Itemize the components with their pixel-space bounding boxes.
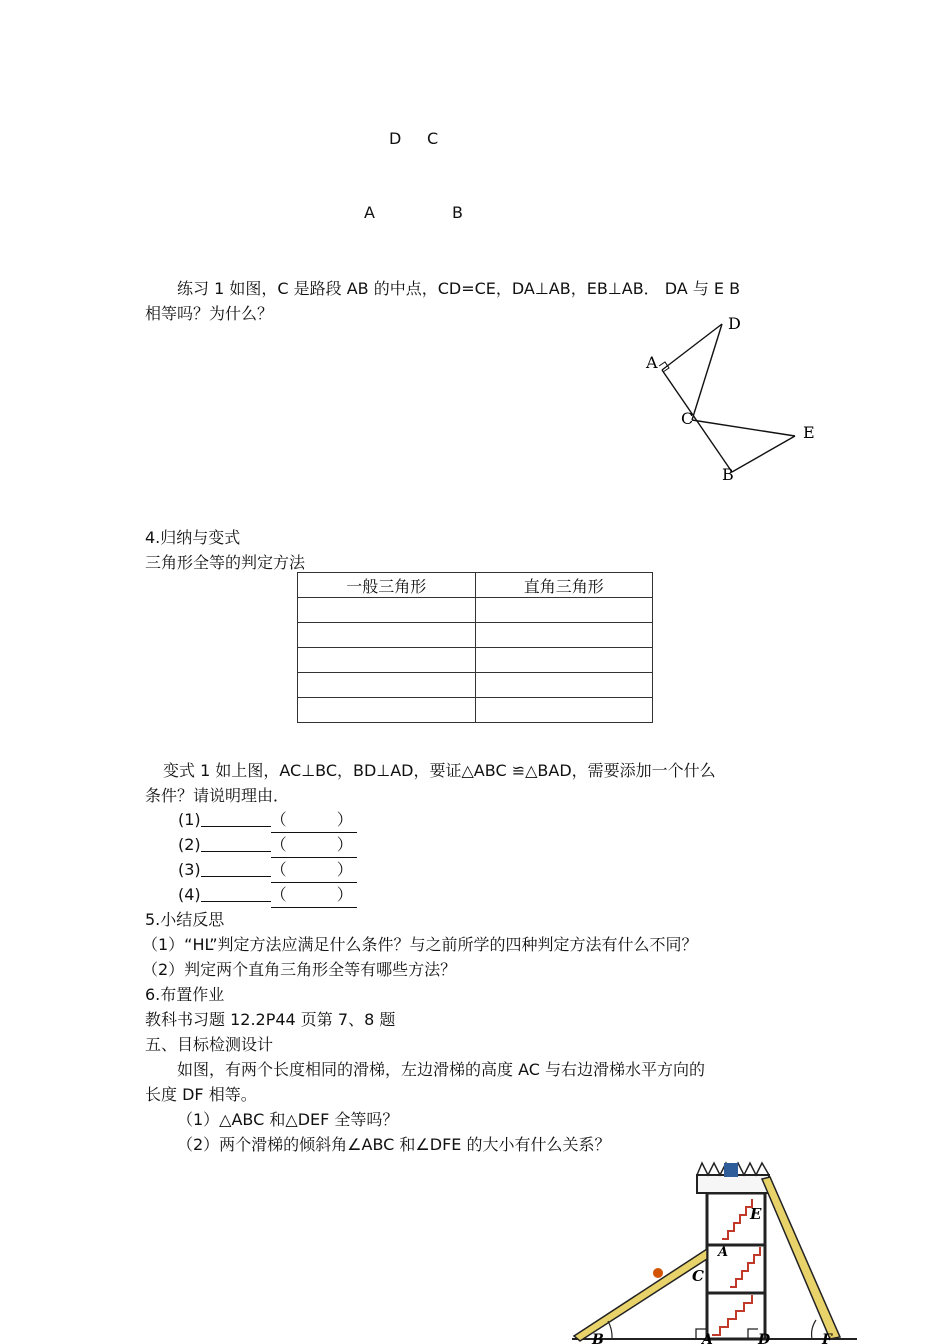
- section4-heading: 4.归纳与变式: [145, 528, 241, 547]
- blank-row-1: (1) （ ）: [178, 808, 357, 833]
- section4-subheading: 三角形全等的判定方法: [145, 553, 306, 572]
- child-on-slide: [653, 1268, 663, 1278]
- variant1-line1: 变式 1 如上图，AC⊥BC，BD⊥AD，要证△ABC ≌△BAD，需要添加一个什么: [163, 761, 716, 780]
- label-a-upper: A: [718, 1245, 729, 1260]
- exercise1-figure: [640, 312, 820, 487]
- table-header-right: 直角三角形: [475, 573, 653, 598]
- angle-arc-b: [608, 1321, 612, 1339]
- label-a: A: [646, 353, 658, 372]
- tower-top: [697, 1175, 769, 1193]
- variant1-line2: 条件？请说明理由．: [145, 786, 290, 805]
- section5-q1: （1）“HL”判定方法应满足什么条件？与之前所学的四种判定方法有什么不同？: [142, 935, 698, 954]
- table-header-general: 一般三角形: [298, 573, 476, 598]
- blank-row-4: (4) （ ）: [178, 883, 357, 908]
- label-b: B: [722, 465, 734, 484]
- stairs-lower: [712, 1295, 752, 1335]
- top-figure-label-b: B: [452, 203, 463, 222]
- label-d: D: [728, 314, 741, 333]
- table-row: [298, 648, 653, 673]
- slides-illustration: [572, 1155, 862, 1344]
- label-e: E: [750, 1205, 762, 1223]
- label-e: E: [803, 423, 815, 442]
- top-figure-label-a: A: [364, 203, 375, 222]
- table-row: [298, 598, 653, 623]
- segment-ad: [662, 324, 722, 370]
- blank-row-2: (2) （ ）: [178, 833, 357, 858]
- section-five-line2: 长度 DF 相等。: [145, 1085, 257, 1104]
- stairs-middle: [730, 1247, 760, 1287]
- section-five-line1: 如图，有两个长度相同的滑梯，左边滑梯的高度 AC 与右边滑梯水平方向的: [177, 1060, 706, 1079]
- label-b: B: [592, 1332, 604, 1344]
- label-c: C: [692, 1267, 704, 1285]
- section5-q2: （2）判定两个直角三角形全等有哪些方法？: [142, 960, 457, 979]
- exercise1-line2: 相等吗？为什么？: [145, 304, 274, 323]
- right-slide: [762, 1177, 840, 1339]
- stairs-upper: [722, 1199, 752, 1239]
- blank-row-3: (3) （ ）: [178, 858, 357, 883]
- methods-table: [297, 572, 653, 723]
- label-a: A: [702, 1332, 713, 1344]
- label-c: C: [681, 409, 694, 428]
- section-five-heading: 五、目标检测设计: [145, 1035, 274, 1054]
- section5-heading: 5.小结反思: [145, 910, 225, 929]
- section-five-q2: （2）两个滑梯的倾斜角∠ABC 和∠DFE 的大小有什么关系？: [177, 1135, 611, 1154]
- blank-line[interactable]: [201, 858, 271, 877]
- left-slide: [574, 1249, 707, 1341]
- section6-text: 教科书习题 12.2P44 页第 7、8 题: [145, 1010, 396, 1029]
- top-figure-label-d: D: [389, 129, 402, 148]
- angle-arc-f: [812, 1320, 816, 1339]
- section-five-q1: （1）△ABC 和△DEF 全等吗？: [177, 1110, 399, 1129]
- section6-heading: 6.布置作业: [145, 985, 225, 1004]
- blank-line[interactable]: [201, 808, 271, 827]
- right-angle-mark-a: [659, 362, 669, 372]
- segment-dc: [692, 324, 722, 420]
- segment-ce: [692, 420, 795, 436]
- exercise1-line1: 练习 1 如图，C 是路段 AB 的中点，CD=CE，DA⊥AB，EB⊥AB． DA 与 E B: [177, 279, 741, 298]
- blank-line[interactable]: [201, 833, 271, 852]
- blank-line[interactable]: [201, 883, 271, 902]
- table-row: [298, 623, 653, 648]
- figure-blue: [724, 1163, 738, 1177]
- segment-eb: [732, 436, 795, 472]
- label-d: D: [758, 1332, 771, 1344]
- table-row: [298, 673, 653, 698]
- label-f: F: [822, 1332, 832, 1344]
- top-figure-label-c: C: [427, 129, 439, 148]
- table-row: [298, 698, 653, 723]
